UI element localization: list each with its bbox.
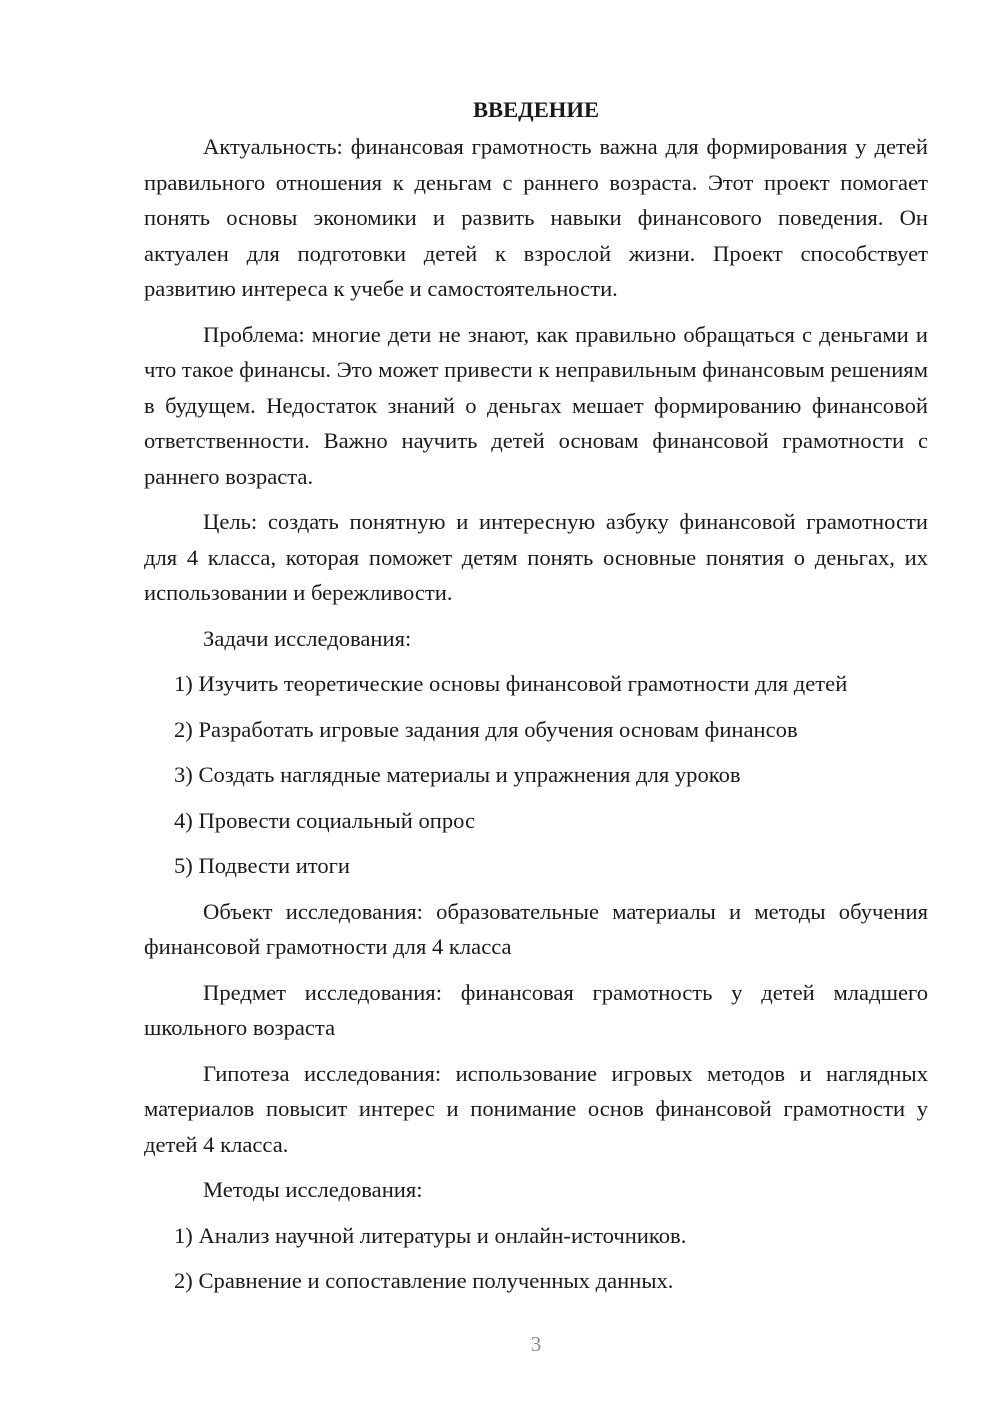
page-title: ВВЕДЕНИЕ <box>472 97 600 122</box>
object-paragraph: Объект исследования: образовательные материалы и методы обучения финансовой грамотности для 4 класса <box>144 898 928 959</box>
list-item: 5) Подвести итоги <box>174 853 351 878</box>
goal-paragraph: Цель: создать понятную и интересную азбуку финансовой грамотности для 4 класса, которая поможет детям понять основные понятия о деньгах, их использовании и бережливости. <box>144 509 928 605</box>
hypothesis-paragraph: Гипотеза исследования: использование игровых методов и наглядных материалов повысит интерес и понимание основ финансовой грамотности у детей 4 класса. <box>144 1060 928 1157</box>
problem-paragraph: Проблема: многие дети не знают, как правильно обращаться с деньгами и что такое финансы. Это может привести к неправильным финансовым решениям в будущем. Недостаток знаний о деньгах мешает формированию финансовой ответственности. Важно научить детей основам финансовой грамотности с раннего возраста. <box>144 321 928 489</box>
document-page <box>144 92 928 1309</box>
list-item: 1) Изучить теоретические основы финансовой грамотности для детей <box>174 671 848 696</box>
relevance-paragraph: Актуальность: финансовая грамотность важна для формирования у детей правильного отношения к деньгам с раннего возраста. Этот проект помогает понять основы экономики и развить навыки финансового поведения. Он актуален для подготовки детей к взрослой жизни. Проект способствует развитию интереса к учебе и самостоятельности. <box>144 134 928 301</box>
page-number: 3 <box>530 1332 542 1356</box>
list-item: 2) Разработать игровые задания для обучения основам финансов <box>174 716 798 742</box>
list-item: 1) Анализ научной литературы и онлайн-источников. <box>174 1222 687 1248</box>
methods-list <box>144 1218 928 1299</box>
tasks-list <box>144 666 928 884</box>
list-item: 2) Сравнение и сопоставление полученных данных. <box>174 1268 674 1293</box>
subject-paragraph: Предмет исследования: финансовая грамотность у детей младшего школьного возраста <box>144 979 928 1040</box>
tasks-heading: Задачи исследования: <box>203 625 412 651</box>
list-item: 3) Создать наглядные материалы и упражнения для уроков <box>174 762 741 787</box>
list-item: 4) Провести социальный опрос <box>174 807 476 833</box>
methods-heading: Методы исследования: <box>203 1177 423 1202</box>
